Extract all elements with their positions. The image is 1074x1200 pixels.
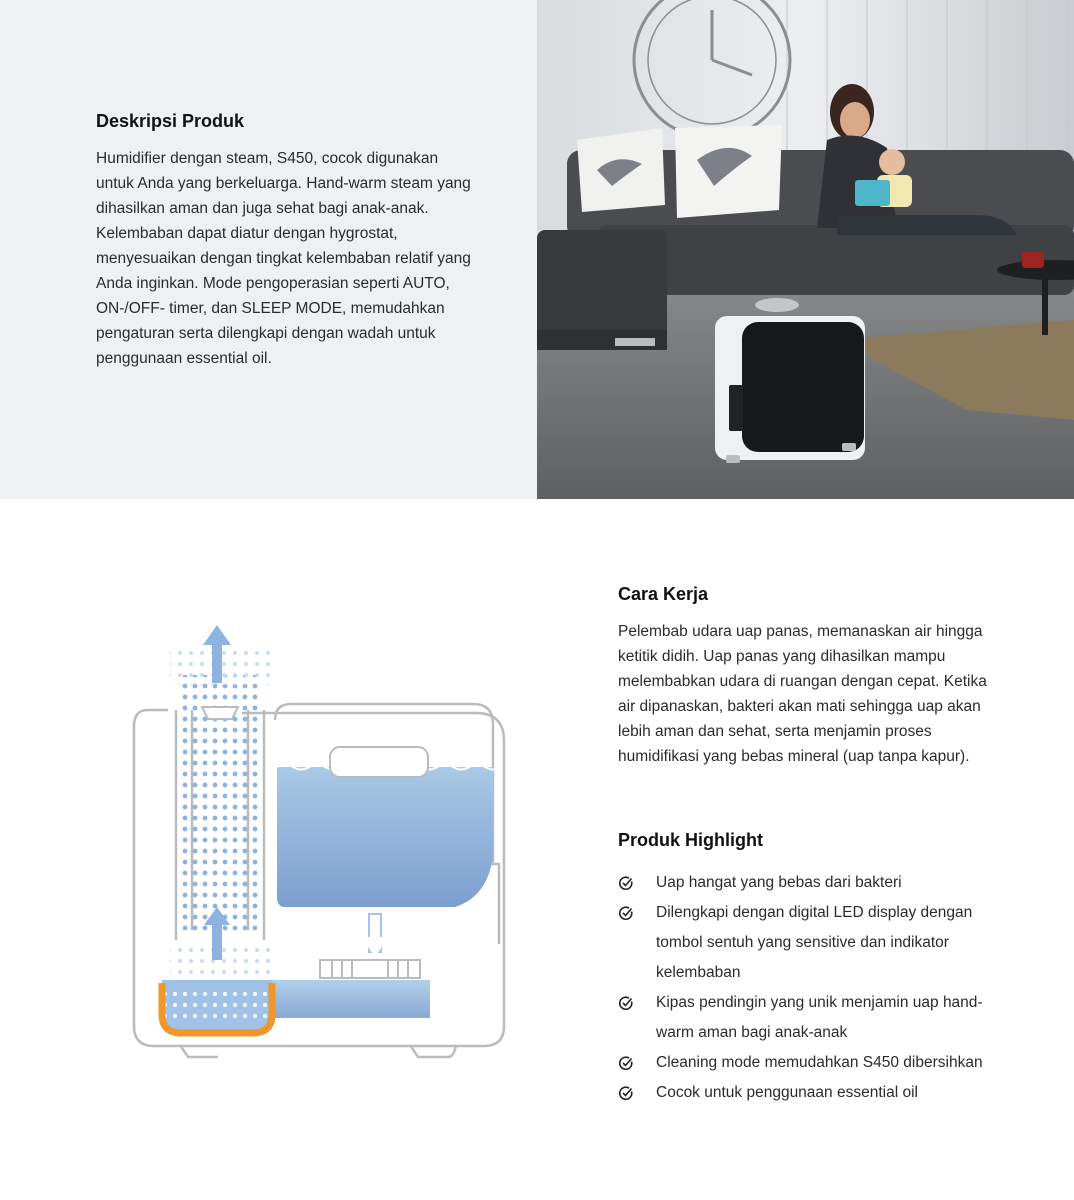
highlight-text: Uap hangat yang bebas dari bakteri xyxy=(656,874,902,891)
water-tank xyxy=(277,747,501,953)
highlights-title: Produk Highlight xyxy=(618,830,763,850)
check-circle-icon xyxy=(618,875,634,891)
water-down-arrow xyxy=(361,915,389,957)
check-circle-icon xyxy=(618,1055,634,1071)
description-text: Humidifier dengan steam, S450, cocok digunakan untuk Anda yang berkeluarga. Hand-warm steam yang dihasilkan aman dan juga sehat bagi anak-anak. Kelembaban dapat diatur dengan hygrostat, menyesuaikan dengan tingkat kelembaban relatif yang Anda inginkan. Mode pengoperasian seperti AUTO, ON-/OFF- timer, dan SLEEP MODE, memudahkan pengaturan serta dilengkapi dengan wadah untuk penggunaan essential oil. xyxy=(96,150,471,367)
check-circle-icon xyxy=(618,995,634,1011)
highlight-text: Cocok untuk penggunaan essential oil xyxy=(656,1084,918,1101)
list-item xyxy=(618,898,1018,988)
check-circle-icon xyxy=(618,1085,634,1101)
lifestyle-photo xyxy=(537,0,1074,499)
how-it-works-diagram xyxy=(120,615,520,1065)
steam-diagram-illustration xyxy=(120,615,520,1065)
how-it-works-title: Cara Kerja xyxy=(618,584,709,604)
highlight-text: Kipas pendingin yang unik menjamin uap hand-warm aman bagi anak-anak xyxy=(656,994,983,1041)
list-item xyxy=(618,988,1018,1048)
living-room-photo-illustration xyxy=(537,0,1074,499)
list-item xyxy=(618,868,1018,898)
description-panel xyxy=(0,0,537,499)
valve xyxy=(320,960,420,978)
list-item xyxy=(618,1048,1018,1078)
cushions xyxy=(577,125,782,218)
check-circle-icon xyxy=(618,905,634,921)
highlight-text: Dilengkapi dengan digital LED display dengan tombol sentuh yang sensitive dan indikator kelembaban xyxy=(656,904,973,981)
how-it-works-text: Pelembab udara uap panas, memanaskan air hingga ketitik didih. Uap panas yang dihasilkan mampu melembabkan udara di ruangan dengan cepat. Ketika air dipanaskan, bakteri akan mati sehingga uap akan lebih aman dan sehat, serta menjamin proses humidifikasi yang bebas mineral (uap tanpa kapur). xyxy=(618,623,987,765)
highlight-text: Cleaning mode memudahkan S450 dibersihkan xyxy=(656,1054,983,1071)
humidifier-photo xyxy=(715,298,865,463)
product-description-section xyxy=(0,0,1074,499)
highlights-list xyxy=(618,868,1018,1108)
list-item xyxy=(618,1078,1018,1108)
description-title: Deskripsi Produk xyxy=(96,111,245,131)
